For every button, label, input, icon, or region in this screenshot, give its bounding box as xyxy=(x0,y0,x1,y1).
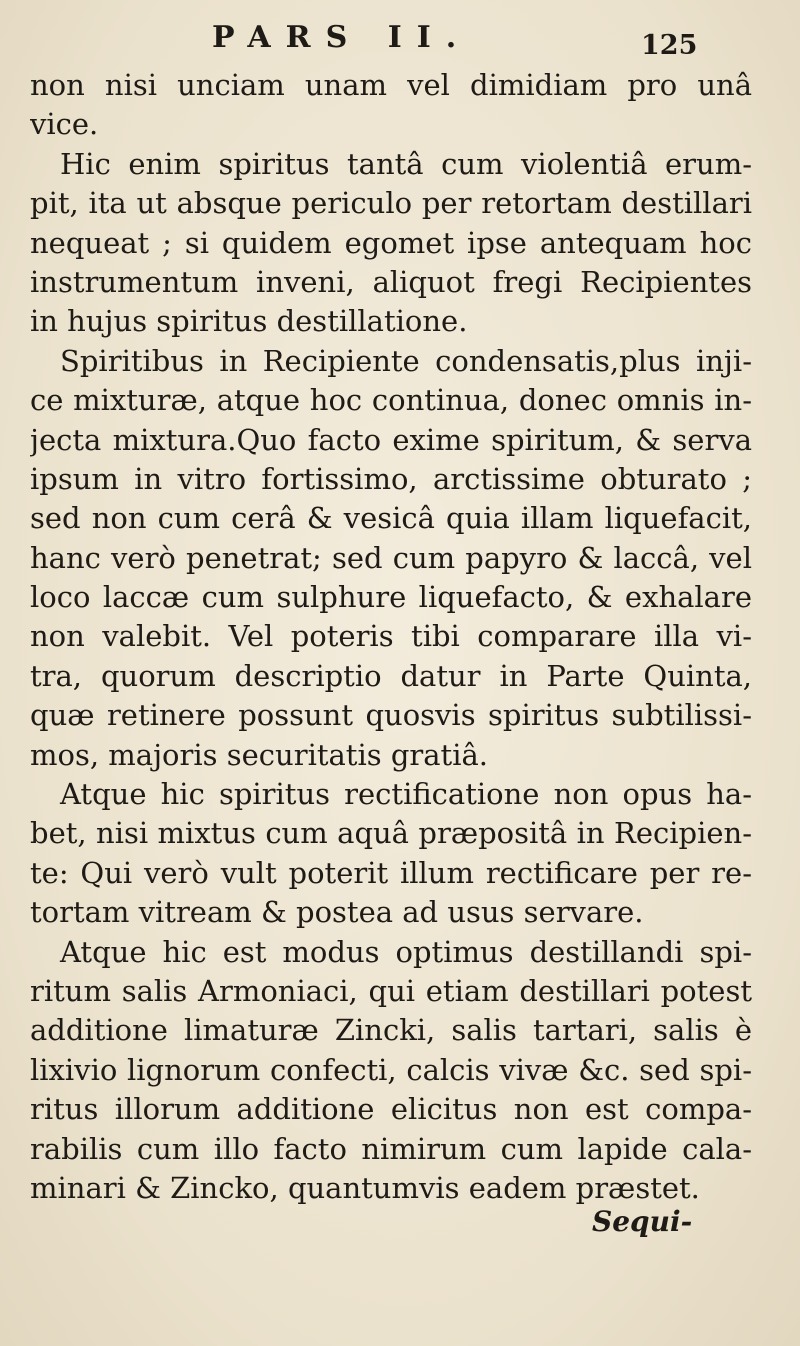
text-line: minari & Zincko, quantumvis eadem præstet. xyxy=(30,1170,700,1205)
page-header xyxy=(0,20,800,64)
text-line: non valebit. Vel poteris tibi comparare illa vi- xyxy=(30,619,752,654)
text-line: ipsum in vitro fortissimo, arctissime obturato ; xyxy=(30,461,752,496)
text-line: sed non cum cerâ & vesicâ quia illam liquefacit, xyxy=(30,501,752,536)
text-line: additione limaturæ Zincki, salis tartari, salis è xyxy=(30,1013,752,1048)
running-head: PARS II. xyxy=(212,20,472,55)
text-line: mos, majoris securitatis gratiâ. xyxy=(30,737,488,772)
text-line: loco laccæ cum sulphure liquefacto, & exhalare xyxy=(30,580,752,615)
text-line: tra, quorum descriptio datur in Parte Quinta, xyxy=(30,658,752,693)
text-line: Hic enim spiritus tantâ cum violentiâ erum- xyxy=(60,146,752,181)
text-line: non nisi unciam unam vel dimidiam pro unâ xyxy=(30,68,752,102)
text-line: te: Qui verò vult poterit illum rectificare per re- xyxy=(30,855,752,890)
text-line: bet, nisi mixtus cum aquâ præpositâ in Recipien- xyxy=(30,816,752,851)
text-line: hanc verò penetrat; sed cum papyro & laccâ, vel xyxy=(30,540,752,575)
body-text xyxy=(30,66,752,1208)
text-line: tortam vitream & postea ad usus servare. xyxy=(30,895,644,930)
text-line: jecta mixtura.Quo facto exime spiritum, & serva xyxy=(30,422,752,457)
text-line: ritum salis Armoniaci, qui etiam destillari potest xyxy=(30,973,752,1008)
text-line: Atque hic spiritus rectificatione non opus ha- xyxy=(60,777,752,812)
text-line: vice. xyxy=(30,107,99,142)
catchword: Sequi- xyxy=(592,1205,693,1238)
text-line: Spiritibus in Recipiente condensatis,plus inji- xyxy=(60,343,752,378)
text-line: pit, ita ut absque periculo per retortam destillari xyxy=(30,186,752,221)
text-line: ritus illorum additione elicitus non est compa- xyxy=(30,1092,752,1127)
text-line: nequeat ; si quidem egomet ipse antequam hoc xyxy=(30,225,752,260)
text-line: quæ retinere possunt quosvis spiritus subtilissi- xyxy=(30,698,752,733)
text-line: in hujus spiritus destillatione. xyxy=(30,304,468,339)
text-line: lixivio lignorum confecti, calcis vivæ &c. sed spi- xyxy=(30,1052,752,1087)
text-line: Atque hic est modus optimus destillandi spi- xyxy=(60,934,752,969)
text-line: instrumentum inveni, aliquot fregi Recipientes xyxy=(30,264,752,299)
page-number: 125 xyxy=(641,30,698,61)
text-line: rabilis cum illo facto nimirum cum lapide cala- xyxy=(30,1131,752,1166)
text-line: ce mixturæ, atque hoc continua, donec omnis in- xyxy=(30,383,752,418)
